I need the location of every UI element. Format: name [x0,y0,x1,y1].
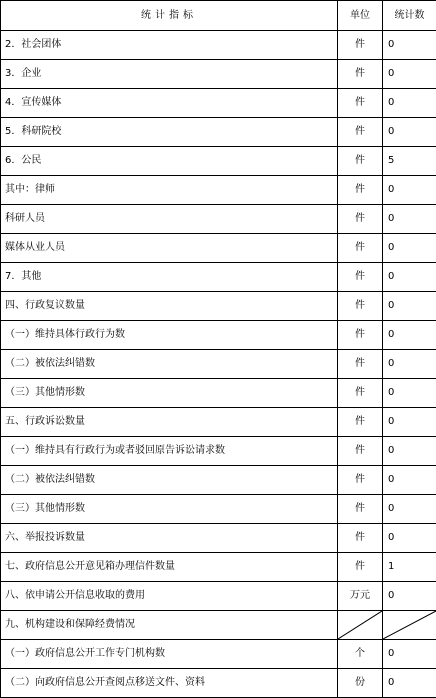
value-cell: 0 [383,118,436,147]
value-cell: 0 [383,234,436,263]
table-row [1,379,436,408]
table-row [1,466,436,495]
header-value: 统计数 [383,1,436,31]
value-cell: 0 [383,176,436,205]
indicator-cell: 七、政府信息公开意见箱办理信件数量 [1,553,338,582]
table-row [1,234,436,263]
table-row [1,640,436,669]
unit-cell: 件 [338,524,383,553]
indicator-cell: （二）被依法纠错数 [1,466,338,495]
unit-cell: 件 [338,350,383,379]
value-cell: 0 [383,321,436,350]
unit-cell: 件 [338,466,383,495]
header-unit: 单位 [338,1,383,31]
unit-cell: 件 [338,379,383,408]
diagonal-empty-cell [383,611,436,640]
indicator-cell: 六、举报投诉数量 [1,524,338,553]
unit-cell: 件 [338,553,383,582]
table-row [1,350,436,379]
diagonal-empty-cell [338,611,383,640]
unit-cell: 件 [338,176,383,205]
table-row [1,118,436,147]
unit-cell: 件 [338,147,383,176]
value-cell: 0 [383,437,436,466]
value-cell: 0 [383,89,436,118]
value-cell: 0 [383,31,436,60]
indicator-cell: （三）其他情形数 [1,379,338,408]
unit-cell: 万元 [338,582,383,611]
value-cell: 0 [383,669,436,698]
value-cell: 0 [383,408,436,437]
indicator-cell: 九、机构建设和保障经费情况 [1,611,338,640]
value-cell: 0 [383,292,436,321]
value-cell: 0 [383,205,436,234]
indicator-cell: 八、依申请公开信息收取的费用 [1,582,338,611]
indicator-cell: 5．科研院校 [1,118,338,147]
unit-cell: 份 [338,669,383,698]
table-row [1,669,436,698]
table-row [1,553,436,582]
value-cell: 0 [383,495,436,524]
value-cell: 0 [383,60,436,89]
table-row [1,437,436,466]
table-row [1,31,436,60]
unit-cell: 件 [338,321,383,350]
unit-cell: 件 [338,263,383,292]
unit-cell: 件 [338,408,383,437]
indicator-cell: 其中：律师 [1,176,338,205]
indicator-cell: 四、行政复议数量 [1,292,338,321]
unit-cell: 件 [338,495,383,524]
table-row [1,263,436,292]
indicator-cell: 五、行政诉讼数量 [1,408,338,437]
unit-cell: 个 [338,640,383,669]
table-row [1,408,436,437]
value-cell: 5 [383,147,436,176]
indicator-cell: 3．企业 [1,60,338,89]
value-cell: 1 [383,553,436,582]
unit-cell: 件 [338,60,383,89]
indicator-cell: （一）维持具体行政行为数 [1,321,338,350]
indicator-cell: （三）其他情形数 [1,495,338,524]
indicator-cell: 2．社会团体 [1,31,338,60]
value-cell: 0 [383,640,436,669]
unit-cell: 件 [338,89,383,118]
table-row [1,147,436,176]
indicator-cell: （一）维持具有行政行为或者驳回原告诉讼请求数 [1,437,338,466]
value-cell: 0 [383,524,436,553]
table-row [1,321,436,350]
indicator-cell: （一）政府信息公开工作专门机构数 [1,640,338,669]
indicator-cell: 科研人员 [1,205,338,234]
unit-cell: 件 [338,31,383,60]
table-row [1,205,436,234]
table-row [1,176,436,205]
indicator-cell: 7．其他 [1,263,338,292]
value-cell: 0 [383,263,436,292]
table-header-row [1,1,436,31]
value-cell: 0 [383,582,436,611]
table-row [1,495,436,524]
value-cell: 0 [383,466,436,495]
table-row [1,524,436,553]
unit-cell: 件 [338,437,383,466]
indicator-cell: （二）被依法纠错数 [1,350,338,379]
indicator-cell: 4．宣传媒体 [1,89,338,118]
indicator-cell: （二）向政府信息公开查阅点移送文件、资料 [1,669,338,698]
table-row [1,582,436,611]
unit-cell: 件 [338,292,383,321]
value-cell: 0 [383,379,436,408]
indicator-cell: 媒体从业人员 [1,234,338,263]
table-row [1,89,436,118]
table-row [1,292,436,321]
header-indicator: 统计指标 [1,1,338,31]
unit-cell: 件 [338,205,383,234]
unit-cell: 件 [338,234,383,263]
table-row [1,611,436,640]
table-row [1,60,436,89]
indicator-cell: 6．公民 [1,147,338,176]
value-cell: 0 [383,350,436,379]
unit-cell: 件 [338,118,383,147]
